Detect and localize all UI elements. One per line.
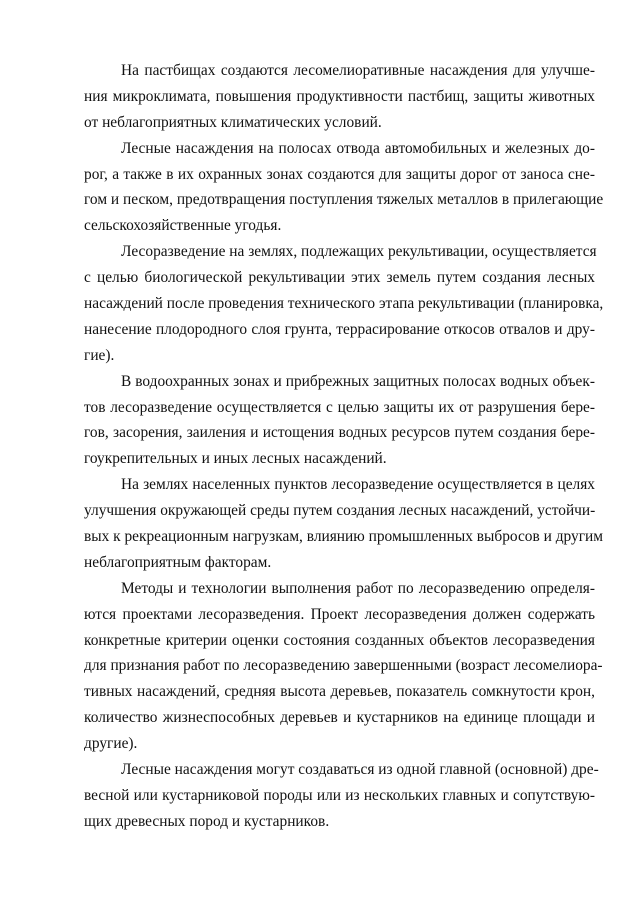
text-line: гов, засорения, заиления и истощения водных ресурсов путем создания бере- [84, 424, 595, 442]
text-line: Лесоразведение на землях, подлежащих рекультивации, осуществляется [121, 243, 597, 261]
text-line: тов лесоразведение осуществляется с целью защиты их от разрушения бере- [84, 398, 595, 416]
text-line: рог, а также в их охранных зонах создаются для защиты дорог от заноса сне- [84, 165, 595, 183]
text-line: весной или кустарниковой породы или из нескольких главных и сопутствую- [84, 786, 595, 804]
paragraph-pastures [84, 58, 595, 136]
paragraph-recultivation [84, 239, 604, 368]
paragraph-settlements [84, 472, 604, 576]
text-line: На землях населенных пунктов лесоразведение осуществляется в целях [121, 476, 595, 494]
text-line: гие). [84, 346, 115, 364]
text-line: другие). [84, 735, 138, 753]
text-line: нанесение плодородного слоя грунта, террасирование откосов отвалов и дру- [84, 320, 595, 338]
text-line: с целью биологической рекультивации этих земель путем создания лесных [84, 269, 595, 287]
paragraph-species [84, 757, 599, 835]
text-line: щих древесных пород и кустарников. [84, 812, 330, 830]
text-line: ния микроклимата, повышения продуктивности пастбищ, защиты животных [84, 87, 595, 105]
text-line: В водоохранных зонах и прибрежных защитных полосах водных объек- [121, 372, 595, 390]
text-line: для признания работ по лесоразведению завершенными (возраст лесомелиора- [84, 657, 603, 675]
text-line: конкретные критерии оценки состояния созданных объектов лесоразведения [84, 631, 595, 649]
text-line: тивных насаждений, средняя высота деревьев, показатель сомкнутости крон, [84, 683, 595, 701]
text-line: от неблагоприятных климатических условий. [84, 113, 382, 131]
text-line: улучшения окружающей среды путем создания лесных насаждений, устойчи- [84, 502, 596, 520]
text-line: На пастбищах создаются лесомелиоративные насаждения для улучше- [121, 62, 595, 79]
text-line: гом и песком, предотвращения поступления тяжелых металлов в прилегающие [84, 191, 604, 209]
text-line: гоукрепительных и иных лесных насаждений. [84, 450, 387, 468]
text-line: ются проектами лесоразведения. Проект лесоразведения должен содержать [84, 605, 595, 623]
text-line: Лесные насаждения могут создаваться из одной главной (основной) дре- [121, 761, 599, 779]
paragraph-methods [84, 576, 603, 757]
text-line: Методы и технологии выполнения работ по лесоразведению определя- [121, 579, 595, 597]
text-line: сельскохозяйственные угодья. [84, 217, 282, 235]
text-line: количество жизнеспособных деревьев и кустарников на единице площади и [84, 709, 595, 727]
paragraph-water-zones [84, 369, 595, 473]
paragraph-roads [84, 136, 604, 240]
document-body [84, 58, 604, 835]
text-line: насаждений после проведения технического этапа рекультивации (планировка, [84, 295, 604, 313]
text-line: неблагоприятным факторам. [84, 553, 272, 571]
text-line: Лесные насаждения на полосах отвода автомобильных и железных до- [121, 139, 595, 157]
text-line: вых к рекреационным нагрузкам, влиянию промышленных выбросов и другим [84, 528, 604, 546]
